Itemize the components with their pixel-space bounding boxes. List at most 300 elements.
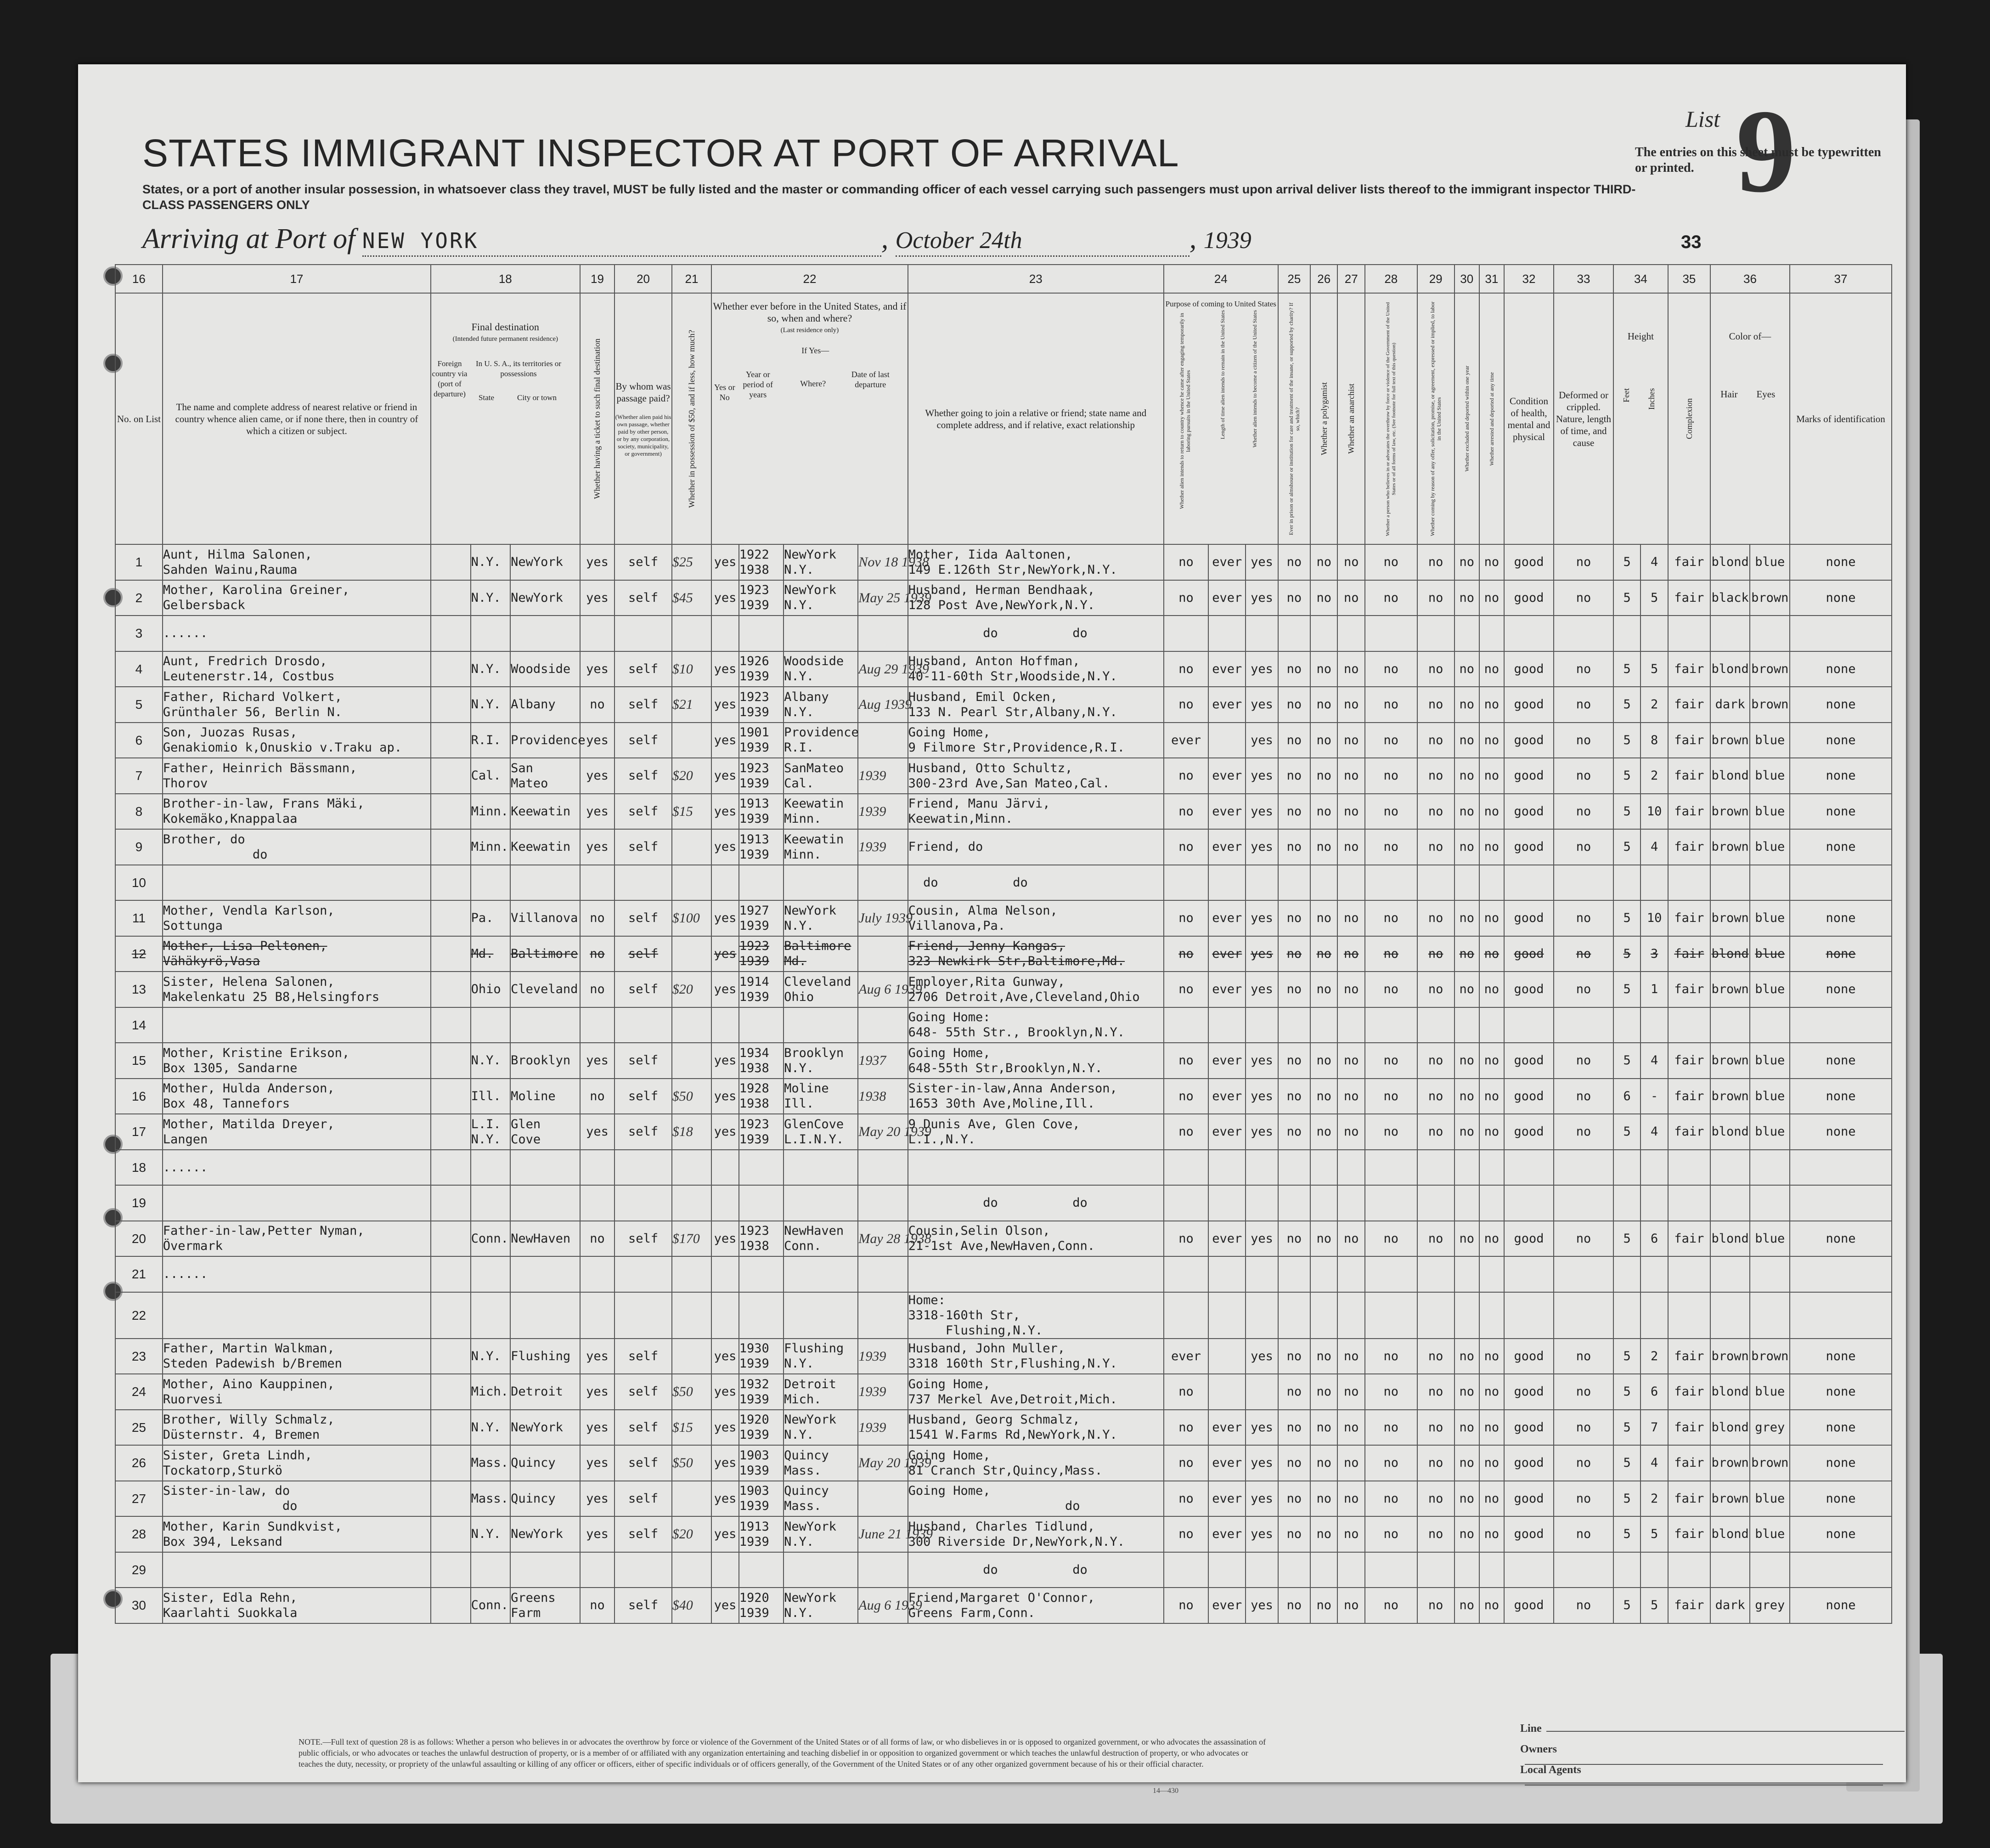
joining-cell: Husband, Anton Hoffman, 40-11-60th Str,Woodside,N.Y. <box>908 651 1164 687</box>
relative-cell: Mother, Karin Sundkvist, Box 394, Leksand <box>163 1516 431 1552</box>
hair-cell: brown <box>1710 1445 1750 1481</box>
deformed-cell: no <box>1554 723 1613 758</box>
arrival-year: 1939 <box>1203 227 1252 254</box>
hair-cell: blond <box>1710 758 1750 794</box>
deformed-cell: no <box>1554 900 1613 936</box>
footer-agents-field <box>1520 1764 1906 1789</box>
complexion-cell: fair <box>1668 1114 1710 1150</box>
eyes-cell: blue <box>1750 829 1790 865</box>
owners-label: Owners <box>1520 1743 1557 1755</box>
inches-cell: 3 <box>1640 936 1668 972</box>
complexion-cell: fair <box>1668 794 1710 830</box>
polygamist-cell: no <box>1310 1114 1338 1150</box>
years-cell: 1934 1938 <box>739 1043 784 1079</box>
polygamist-cell: no <box>1310 1043 1338 1079</box>
ever-before-cell: yes <box>711 580 739 616</box>
state-cell: Pa. <box>471 900 511 936</box>
feet-cell <box>1613 1007 1641 1043</box>
health-cell <box>1504 1292 1554 1339</box>
prison-cell: no <box>1278 1114 1310 1150</box>
hair-cell: brown <box>1710 1481 1750 1517</box>
city-cell: Quincy <box>510 1445 580 1481</box>
complexion-cell <box>1668 1185 1710 1221</box>
polygamist-cell <box>1310 1150 1338 1186</box>
purpose-c-cell: yes <box>1246 1445 1278 1481</box>
relative-cell: Mother, Hulda Anderson, Box 48, Tannefors <box>163 1079 431 1114</box>
q31-cell: no <box>1479 1588 1504 1623</box>
purpose-a-cell: no <box>1164 829 1208 865</box>
foreign-country-cell <box>431 1481 471 1517</box>
money-cell: $45 <box>672 580 712 616</box>
health-cell: good <box>1504 936 1554 972</box>
inches-cell <box>1640 1292 1668 1339</box>
departure-cell <box>858 1481 908 1517</box>
money-cell <box>672 1007 712 1043</box>
purpose-a-cell: ever <box>1164 1339 1208 1374</box>
foreign-country-cell <box>431 616 471 651</box>
ever-before-cell: yes <box>711 1374 739 1410</box>
health-cell: good <box>1504 723 1554 758</box>
city-cell <box>510 865 580 901</box>
eyes-label: Eyes <box>1756 389 1776 400</box>
ever-before-cell: yes <box>711 723 739 758</box>
city-cell: Providence <box>510 723 580 758</box>
joining-cell: Sister-in-law,Anna Anderson, 1653 30th Ave,Moline,Ill. <box>908 1079 1164 1114</box>
ticket-cell: yes <box>580 1445 615 1481</box>
health-cell <box>1504 1256 1554 1292</box>
q30-cell: no <box>1454 544 1479 580</box>
q29-cell <box>1417 616 1454 651</box>
colnum: 33 <box>1554 265 1613 293</box>
foreign-country-cell <box>431 723 471 758</box>
inches-cell <box>1640 1150 1668 1186</box>
joining-cell: Husband, Charles Tidlund, 300 Riverside Dr,NewYork,N.Y. <box>908 1516 1164 1552</box>
city-cell: Moline <box>510 1079 580 1114</box>
hair-cell: dark <box>1710 1588 1750 1623</box>
table-row <box>115 1481 1892 1517</box>
q28-cell: no <box>1365 544 1417 580</box>
state-cell: R.I. <box>471 723 511 758</box>
where-cell: Albany N.Y. <box>784 687 858 723</box>
purpose-a-cell <box>1164 1552 1208 1588</box>
inches-cell: 2 <box>1640 1481 1668 1517</box>
joining-cell <box>908 1256 1164 1292</box>
q28-cell: no <box>1365 1445 1417 1481</box>
q30-cell: no <box>1454 1410 1479 1446</box>
passage-paid-cell: self <box>614 1114 671 1150</box>
ticket-cell: yes <box>580 1339 615 1374</box>
q31-cell: no <box>1479 1043 1504 1079</box>
complexion-cell: fair <box>1668 687 1710 723</box>
state-cell: Mich. <box>471 1374 511 1410</box>
feet-cell: 5 <box>1613 687 1641 723</box>
inches-cell: 2 <box>1640 687 1668 723</box>
money-cell: $10 <box>672 651 712 687</box>
table-row <box>115 794 1892 830</box>
header-final-destination <box>431 293 580 544</box>
purpose-a-cell: no <box>1164 1374 1208 1410</box>
complexion-label: Complexion <box>1684 398 1694 439</box>
feet-cell: 5 <box>1613 900 1641 936</box>
purpose-c-cell: yes <box>1246 544 1278 580</box>
foreign-country-cell <box>431 794 471 830</box>
table-row <box>115 1043 1892 1079</box>
state-cell <box>471 1185 511 1221</box>
purpose-b-cell: ever <box>1208 936 1246 972</box>
where-cell: NewYork N.Y. <box>784 1410 858 1446</box>
arrival-date: October 24th <box>895 227 1022 254</box>
complexion-cell <box>1668 1007 1710 1043</box>
table-row <box>115 723 1892 758</box>
prison-cell <box>1278 1552 1310 1588</box>
ticket-cell: yes <box>580 1410 615 1446</box>
complexion-cell: fair <box>1668 900 1710 936</box>
passage-paid-cell: self <box>614 580 671 616</box>
inches-cell <box>1640 1256 1668 1292</box>
header-anarchist <box>1337 293 1365 544</box>
feet-cell: 5 <box>1613 829 1641 865</box>
ever-before-cell: yes <box>711 1079 739 1114</box>
q31-cell <box>1479 1256 1504 1292</box>
where-cell <box>784 1552 858 1588</box>
joining-cell: do do <box>908 865 1164 901</box>
money-cell <box>672 1292 712 1339</box>
table-row <box>115 1445 1892 1481</box>
table-row <box>115 1374 1892 1410</box>
passage-paid-cell: self <box>614 794 671 830</box>
prison-cell: no <box>1278 1410 1310 1446</box>
eyes-cell: blue <box>1750 723 1790 758</box>
money-cell: $21 <box>672 687 712 723</box>
q30-cell <box>1454 1007 1479 1043</box>
purpose-a-cell <box>1164 1185 1208 1221</box>
marks-cell: none <box>1790 1588 1892 1623</box>
hair-cell: blond <box>1710 651 1750 687</box>
q31-cell: no <box>1479 1516 1504 1552</box>
deformed-cell <box>1554 1007 1613 1043</box>
feet-cell: 5 <box>1613 1221 1641 1257</box>
where-cell: Keewatin Minn. <box>784 829 858 865</box>
years-cell <box>739 1552 784 1588</box>
passage-paid-cell <box>614 1552 671 1588</box>
row-number: 6 <box>115 723 163 758</box>
city-cell: Keewatin <box>510 829 580 865</box>
q28-cell: no <box>1365 972 1417 1007</box>
complexion-cell: fair <box>1668 1516 1710 1552</box>
complexion-cell: fair <box>1668 1339 1710 1374</box>
header-complexion <box>1668 293 1710 544</box>
deformed-cell: no <box>1554 1114 1613 1150</box>
row-number: 8 <box>115 794 163 830</box>
column-number-row <box>115 265 1892 293</box>
purpose-a-cell <box>1164 1150 1208 1186</box>
q31-cell <box>1479 1292 1504 1339</box>
q28-cell: no <box>1365 723 1417 758</box>
q31-cell <box>1479 1150 1504 1186</box>
marks-cell: none <box>1790 1043 1892 1079</box>
purpose-b-cell: ever <box>1208 1516 1246 1552</box>
departure-cell <box>858 1007 908 1043</box>
where-cell <box>784 616 858 651</box>
q28-cell: no <box>1365 1374 1417 1410</box>
purpose-c-cell <box>1246 1292 1278 1339</box>
city-cell: NewYork <box>510 1516 580 1552</box>
health-cell: good <box>1504 900 1554 936</box>
city-cell: Quincy <box>510 1481 580 1517</box>
foreign-country-cell <box>431 936 471 972</box>
prison-cell: no <box>1278 794 1310 830</box>
where-cell: Cleveland Ohio <box>784 972 858 1007</box>
ticket-cell: yes <box>580 544 615 580</box>
inches-cell: 5 <box>1640 580 1668 616</box>
feet-cell: 5 <box>1613 1339 1641 1374</box>
marks-cell: none <box>1790 1339 1892 1374</box>
money-cell <box>672 616 712 651</box>
foreign-country-cell <box>431 1079 471 1114</box>
row-number: 13 <box>115 972 163 1007</box>
purpose-a-cell: ever <box>1164 723 1208 758</box>
relative-cell <box>163 865 431 901</box>
header-condition: Condition of health, mental and physical <box>1504 293 1554 544</box>
anarchist-cell: no <box>1337 1339 1365 1374</box>
health-cell <box>1504 865 1554 901</box>
prison-cell: no <box>1278 829 1310 865</box>
purpose-b-cell: ever <box>1208 1445 1246 1481</box>
ticket-cell <box>580 1552 615 1588</box>
complexion-cell: fair <box>1668 758 1710 794</box>
q29-cell: no <box>1417 936 1454 972</box>
polygamist-cell: no <box>1310 723 1338 758</box>
passage-paid-cell: self <box>614 1339 671 1374</box>
marks-cell <box>1790 1185 1892 1221</box>
q31-cell: no <box>1479 1410 1504 1446</box>
departure-cell <box>858 616 908 651</box>
inches-cell <box>1640 1185 1668 1221</box>
anarchist-label: Whether an anarchist <box>1347 384 1356 454</box>
marks-cell: none <box>1790 1410 1892 1446</box>
health-cell: good <box>1504 1043 1554 1079</box>
feet-cell: 5 <box>1613 651 1641 687</box>
q31-cell <box>1479 1185 1504 1221</box>
passage-paid-cell <box>614 616 671 651</box>
anarchist-cell: no <box>1337 723 1365 758</box>
table-row <box>115 1114 1892 1150</box>
city-cell: Greens Farm <box>510 1588 580 1623</box>
purpose-a-cell: no <box>1164 900 1208 936</box>
feet-cell <box>1613 865 1641 901</box>
marks-cell <box>1790 1292 1892 1339</box>
q29-cell: no <box>1417 1516 1454 1552</box>
header-no-on-list: No. on List <box>115 293 163 544</box>
header-polygamist <box>1310 293 1338 544</box>
marks-cell: none <box>1790 1481 1892 1517</box>
row-number: 25 <box>115 1410 163 1446</box>
complexion-cell: fair <box>1668 1374 1710 1410</box>
ever-before-cell <box>711 865 739 901</box>
ticket-cell: yes <box>580 1043 615 1079</box>
q30-cell: no <box>1454 723 1479 758</box>
marks-cell <box>1790 1552 1892 1588</box>
state-cell: N.Y. <box>471 544 511 580</box>
table-row <box>115 1185 1892 1221</box>
relative-cell: Mother, Lisa Peltonen, Vähäkyrö,Vasa <box>163 936 431 972</box>
passage-paid-cell <box>614 1292 671 1339</box>
hair-cell: brown <box>1710 1079 1750 1114</box>
prison-cell <box>1278 1150 1310 1186</box>
q29-cell <box>1417 1552 1454 1588</box>
deformed-cell: no <box>1554 687 1613 723</box>
city-cell: San Mateo <box>510 758 580 794</box>
complexion-cell: fair <box>1668 580 1710 616</box>
inches-cell: 4 <box>1640 1445 1668 1481</box>
deformed-cell <box>1554 1256 1613 1292</box>
purpose-c-cell: yes <box>1246 1114 1278 1150</box>
passage-paid-cell: self <box>614 936 671 972</box>
relative-cell: Mother, Karolina Greiner, Gelbersback <box>163 580 431 616</box>
marks-cell: none <box>1790 936 1892 972</box>
eyes-cell: brown <box>1750 580 1790 616</box>
ticket-cell: yes <box>580 1114 615 1150</box>
row-number: 26 <box>115 1445 163 1481</box>
marks-cell: none <box>1790 829 1892 865</box>
years-cell: 1923 1939 <box>739 758 784 794</box>
row-number: 23 <box>115 1339 163 1374</box>
q29-cell: no <box>1417 972 1454 1007</box>
years-cell: 1903 1939 <box>739 1481 784 1517</box>
purpose-c-cell <box>1246 1374 1278 1410</box>
feet-cell: 5 <box>1613 1481 1641 1517</box>
colnum: 36 <box>1710 265 1790 293</box>
ever-before-sub: (Last residence only) <box>780 327 839 334</box>
purpose-c-cell: yes <box>1246 829 1278 865</box>
purpose-a-cell: no <box>1164 544 1208 580</box>
foreign-country-cell <box>431 544 471 580</box>
ever-before-cell: yes <box>711 1221 739 1257</box>
years-cell: 1922 1938 <box>739 544 784 580</box>
q30-cell: no <box>1454 1339 1479 1374</box>
relative-cell: Brother-in-law, Frans Mäki, Kokemäko,Knappalaa <box>163 794 431 830</box>
ever-before-cell: yes <box>711 1481 739 1517</box>
marks-cell: none <box>1790 1516 1892 1552</box>
complexion-cell: fair <box>1668 544 1710 580</box>
polygamist-cell: no <box>1310 1445 1338 1481</box>
health-cell <box>1504 616 1554 651</box>
feet-cell: 5 <box>1613 1445 1641 1481</box>
table-row <box>115 616 1892 651</box>
departure-cell <box>858 723 908 758</box>
eyes-cell: brown <box>1750 651 1790 687</box>
passage-paid-cell: self <box>614 1588 671 1623</box>
state-cell: N.Y. <box>471 1339 511 1374</box>
relative-cell <box>163 1552 431 1588</box>
inches-cell: 6 <box>1640 1221 1668 1257</box>
passage-paid-cell: self <box>614 1043 671 1079</box>
purpose-b-label: Length of time alien intends to remain in the United States <box>1219 310 1226 440</box>
marks-cell: none <box>1790 972 1892 1007</box>
q31-cell: no <box>1479 1221 1504 1257</box>
passage-paid-cell: self <box>614 544 671 580</box>
polygamist-cell: no <box>1310 544 1338 580</box>
passage-paid-cell: self <box>614 758 671 794</box>
city-cell <box>510 616 580 651</box>
relative-cell: Mother, Kristine Erikson, Box 1305, Sandarne <box>163 1043 431 1079</box>
money-cell <box>672 1256 712 1292</box>
header-passage-paid <box>614 293 671 544</box>
joining-cell: Cousin, Alma Nelson, Villanova,Pa. <box>908 900 1164 936</box>
joining-cell: do do <box>908 1552 1164 1588</box>
years-cell <box>739 1256 784 1292</box>
where-cell: NewYork N.Y. <box>784 544 858 580</box>
complexion-cell: fair <box>1668 972 1710 1007</box>
q29-cell: no <box>1417 544 1454 580</box>
money-cell: $18 <box>672 1114 712 1150</box>
hair-cell: dark <box>1710 687 1750 723</box>
hair-cell: brown <box>1710 794 1750 830</box>
purpose-b-cell: ever <box>1208 651 1246 687</box>
departure-cell: May 28 1938 <box>858 1221 908 1257</box>
prison-cell <box>1278 865 1310 901</box>
departure-cell <box>858 1150 908 1186</box>
q28-cell <box>1365 1256 1417 1292</box>
polygamist-cell: no <box>1310 1516 1338 1552</box>
deformed-cell: no <box>1554 651 1613 687</box>
where-cell: Baltimore Md. <box>784 936 858 972</box>
relative-cell: Father, Martin Walkman, Steden Padewish b/Bremen <box>163 1339 431 1374</box>
prison-cell: no <box>1278 580 1310 616</box>
q30-cell: no <box>1454 1445 1479 1481</box>
marks-cell: none <box>1790 794 1892 830</box>
marks-cell: none <box>1790 651 1892 687</box>
anarchist-cell: no <box>1337 687 1365 723</box>
hair-cell: blond <box>1710 1374 1750 1410</box>
inches-cell: 4 <box>1640 829 1668 865</box>
years-cell: 1913 1939 <box>739 794 784 830</box>
header-ever-before <box>711 293 908 544</box>
purpose-b-cell: ever <box>1208 1221 1246 1257</box>
deformed-cell: no <box>1554 794 1613 830</box>
hair-cell: brown <box>1710 972 1750 1007</box>
health-cell <box>1504 1185 1554 1221</box>
city-cell <box>510 1292 580 1339</box>
relative-cell: Brother, do do <box>163 829 431 865</box>
where-cell: Quincy Mass. <box>784 1445 858 1481</box>
purpose-b-cell: ever <box>1208 1588 1246 1623</box>
where-cell: Brooklyn N.Y. <box>784 1043 858 1079</box>
eyes-cell <box>1750 1185 1790 1221</box>
departure-cell: Aug 29 1939 <box>858 651 908 687</box>
ever-before-cell <box>711 1150 739 1186</box>
purpose-a-cell: no <box>1164 1516 1208 1552</box>
q30-label: Whether excluded and deported within one year <box>1463 366 1470 472</box>
foreign-country-cell <box>431 1588 471 1623</box>
purpose-c-cell: yes <box>1246 1588 1278 1623</box>
health-cell: good <box>1504 1481 1554 1517</box>
purpose-a-cell <box>1164 1292 1208 1339</box>
q28-label: Whether a person who believes in or advocates the overthrow by force or violence of the Government of the United States or of all forms of law, etc. (See footnote for full text of this question) <box>1385 301 1397 536</box>
passage-paid-cell: self <box>614 829 671 865</box>
q31-cell: no <box>1479 900 1504 936</box>
row-number: 18 <box>115 1150 163 1186</box>
money-cell <box>672 1185 712 1221</box>
prison-cell: no <box>1278 723 1310 758</box>
complexion-cell: fair <box>1668 1079 1710 1114</box>
colnum: 18 <box>431 265 580 293</box>
line-label: Line <box>1520 1723 1542 1735</box>
q30-cell <box>1454 616 1479 651</box>
row-number: 11 <box>115 900 163 936</box>
polygamist-cell: no <box>1310 580 1338 616</box>
purpose-c-cell: yes <box>1246 758 1278 794</box>
